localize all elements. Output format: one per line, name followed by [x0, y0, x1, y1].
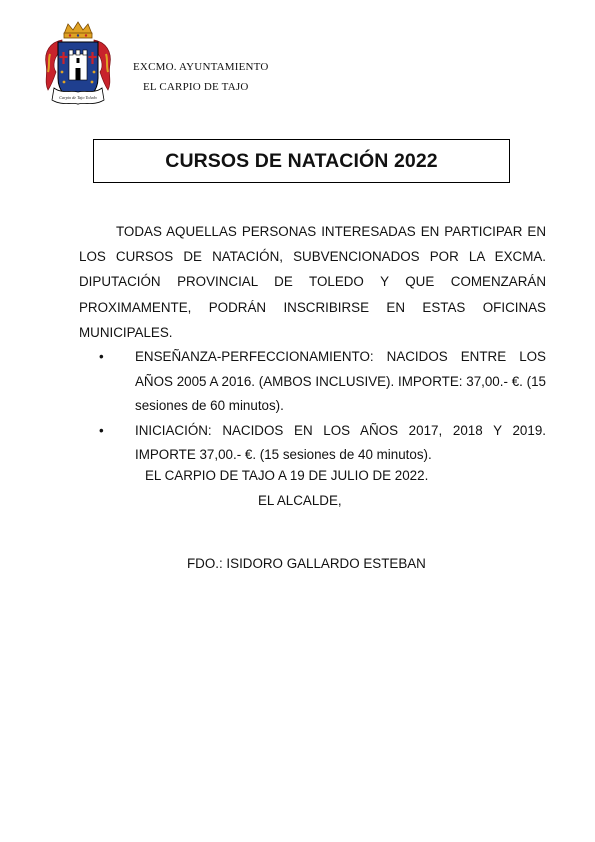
- list-item: [79, 419, 546, 468]
- course-text-perfeccionamiento: ENSEÑANZA-PERFECCIONAMIENTO: NACIDOS ENTRE LOS AÑOS 2005 A 2016. (AMBOS INCLUSIVE). IMPORTE: 37,00.- €. (15 sesiones de 60 minutos).: [135, 349, 546, 414]
- crown-icon: [64, 22, 92, 38]
- coat-of-arms-logo: [40, 20, 116, 110]
- org-line-2: EL CARPIO DE TAJO: [143, 81, 249, 93]
- title-box: [93, 139, 510, 183]
- organization-header: [133, 57, 269, 97]
- signatory-role: EL ALCALDE,: [258, 493, 342, 508]
- bullet-icon: •: [99, 422, 104, 438]
- document-title: CURSOS DE NATACIÓN 2022: [165, 149, 438, 172]
- course-list: [79, 345, 546, 468]
- place-date: EL CARPIO DE TAJO A 19 DE JULIO DE 2022.: [145, 468, 429, 483]
- document-body: [79, 219, 546, 468]
- castle-icon: [69, 50, 87, 80]
- course-text-iniciacion: INICIACIÓN: NACIDOS EN LOS AÑOS 2017, 2018 Y 2019. IMPORTE 37,00.- €. (15 sesiones de 40 minutos).: [135, 422, 546, 463]
- list-item: [79, 345, 546, 419]
- org-line-1: EXCMO. AYUNTAMIENTO: [133, 61, 269, 73]
- signature-line: FDO.: ISIDORO GALLARDO ESTEBAN: [187, 556, 426, 571]
- crest-motto: Carpio de Tajo Toledo: [59, 95, 97, 100]
- intro-paragraph: TODAS AQUELLAS PERSONAS INTERESADAS EN PARTICIPAR EN LOS CURSOS DE NATACIÓN, SUBVENCIONADOS POR LA EXCMA. DIPUTACIÓN PROVINCIAL DE TOLEDO Y QUE COMENZARÁN PROXIMAMENTE, PODRÁN INSCRIBIRSE EN ESTAS OFICINAS MUNICIPALES.: [79, 224, 546, 340]
- bullet-icon: •: [99, 349, 104, 365]
